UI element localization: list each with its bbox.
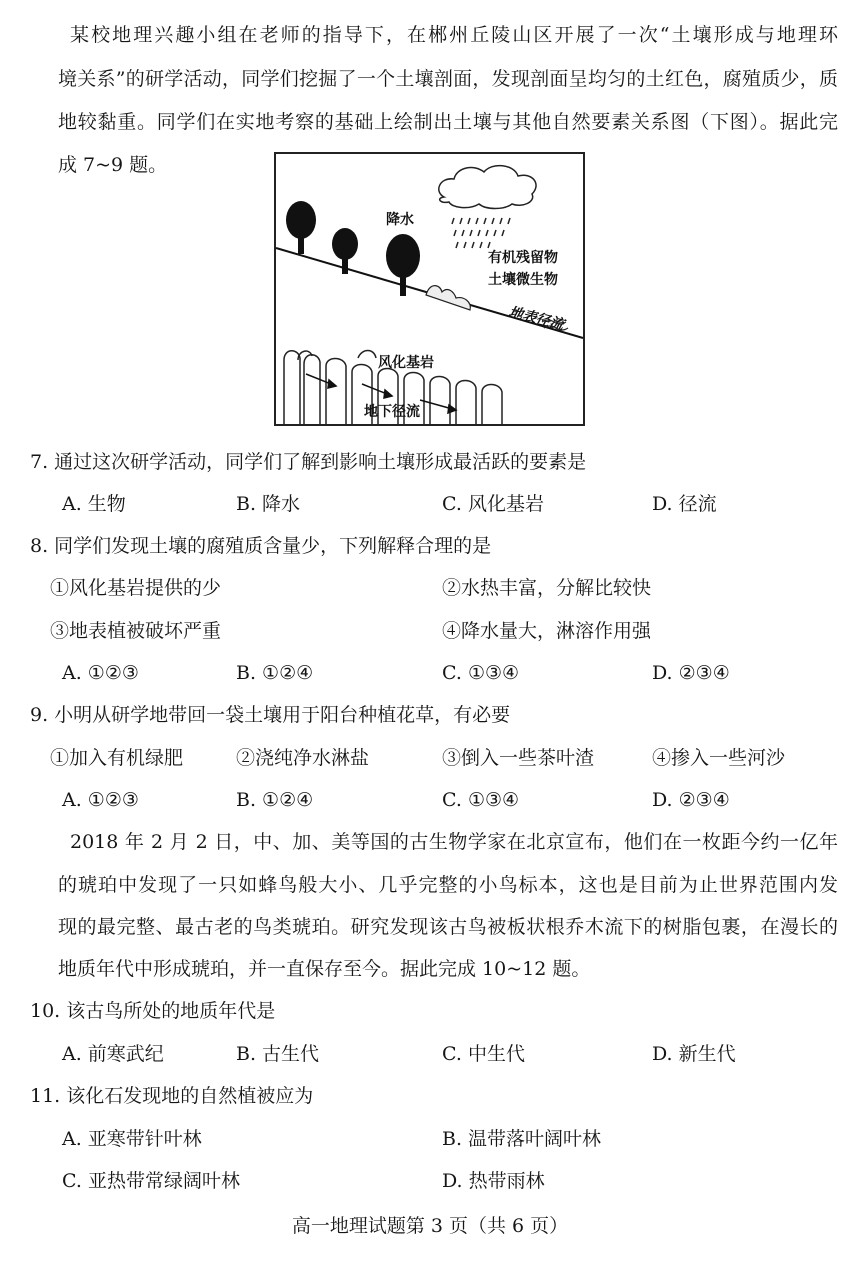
q8-item: ④降水量大，淋溶作用强 — [442, 620, 652, 642]
q9-option-b[interactable]: B. ①②④ — [236, 789, 314, 811]
question-8-stem: 8. 同学们发现土壤的腐殖质含量少，下列解释合理的是 — [30, 535, 492, 557]
q11-option-d[interactable]: D. 热带雨林 — [442, 1170, 545, 1192]
organic-residue-label: 有机残留物 — [488, 250, 558, 266]
passage-line: 地较黏重。同学们在实地考察的基础上绘制出土壤与其他自然要素关系图（下图）。据此完 — [58, 111, 838, 133]
q7-option-c[interactable]: C. 风化基岩 — [442, 493, 544, 515]
question-9-stem: 9. 小明从研学地带回一袋土壤用于阳台种植花草，有必要 — [30, 704, 511, 726]
passage-line: 现的最完整、最古老的鸟类琥珀。研究发现该古鸟被板状根乔木流下的树脂包裹，在漫长的 — [58, 916, 838, 938]
q10-option-b[interactable]: B. 古生代 — [236, 1043, 320, 1065]
q7-option-b[interactable]: B. 降水 — [236, 493, 301, 515]
q11-option-a[interactable]: A. 亚寒带针叶林 — [62, 1128, 202, 1150]
q9-option-a[interactable]: A. ①②③ — [62, 789, 139, 811]
q9-option-c[interactable]: C. ①③④ — [442, 789, 520, 811]
underground-runoff-label: 地下径流 — [364, 404, 420, 420]
page-footer: 高一地理试题第 3 页（共 6 页） — [291, 1215, 569, 1237]
soil-relationship-figure — [274, 152, 585, 426]
passage-line: 某校地理兴趣小组在老师的指导下，在郴州丘陵山区开展了一次“土壤形成与地理环 — [70, 24, 838, 46]
question-7-stem: 7. 通过这次研学活动，同学们了解到影响土壤形成最活跃的要素是 — [30, 451, 587, 473]
q8-item: ②水热丰富，分解比较快 — [442, 577, 652, 599]
passage-line: 境关系”的研学活动，同学们挖掘了一个土壤剖面，发现剖面呈均匀的土红色，腐殖质少，质 — [58, 68, 838, 90]
passage-line: 的琥珀中发现了一只如蜂鸟般大小、几乎完整的小鸟标本，这也是目前为止世界范围内发 — [58, 874, 838, 896]
q8-option-b[interactable]: B. ①②④ — [236, 662, 314, 684]
question-11-stem: 11. 该化石发现地的自然植被应为 — [30, 1085, 314, 1107]
q8-item: ①风化基岩提供的少 — [50, 577, 222, 599]
q11-option-c[interactable]: C. 亚热带常绿阔叶林 — [62, 1170, 240, 1192]
weathered-bedrock-label: 风化基岩 — [378, 355, 434, 371]
q8-option-c[interactable]: C. ①③④ — [442, 662, 520, 684]
passage-line: 成 7~9 题。 — [58, 154, 168, 176]
passage-line: 2018 年 2 月 2 日，中、加、美等国的古生物学家在北京宣布，他们在一枚距今约一亿年 — [70, 831, 838, 853]
q9-item: ③倒入一些茶叶渣 — [442, 747, 595, 769]
surface-runoff-label: 地表径流 — [507, 304, 566, 334]
question-10-stem: 10. 该古鸟所处的地质年代是 — [30, 1000, 276, 1022]
q10-option-d[interactable]: D. 新生代 — [652, 1043, 736, 1065]
q9-item: ①加入有机绿肥 — [50, 747, 184, 769]
passage-line: 地质年代中形成琥珀，并一直保存至今。据此完成 10~12 题。 — [58, 958, 591, 980]
q8-item: ③地表植被破坏严重 — [50, 620, 222, 642]
q7-option-d[interactable]: D. 径流 — [652, 493, 717, 515]
q10-option-c[interactable]: C. 中生代 — [442, 1043, 525, 1065]
q11-option-b[interactable]: B. 温带落叶阔叶林 — [442, 1128, 602, 1150]
soil-microbes-label: 土壤微生物 — [488, 272, 558, 288]
q9-item: ②浇纯净水淋盐 — [236, 747, 370, 769]
q8-option-d[interactable]: D. ②③④ — [652, 662, 730, 684]
q9-item: ④掺入一些河沙 — [652, 747, 786, 769]
q10-option-a[interactable]: A. 前寒武纪 — [62, 1043, 164, 1065]
q8-option-a[interactable]: A. ①②③ — [62, 662, 139, 684]
q9-option-d[interactable]: D. ②③④ — [652, 789, 730, 811]
precipitation-label: 降水 — [386, 212, 414, 228]
q7-option-a[interactable]: A. 生物 — [62, 493, 126, 515]
